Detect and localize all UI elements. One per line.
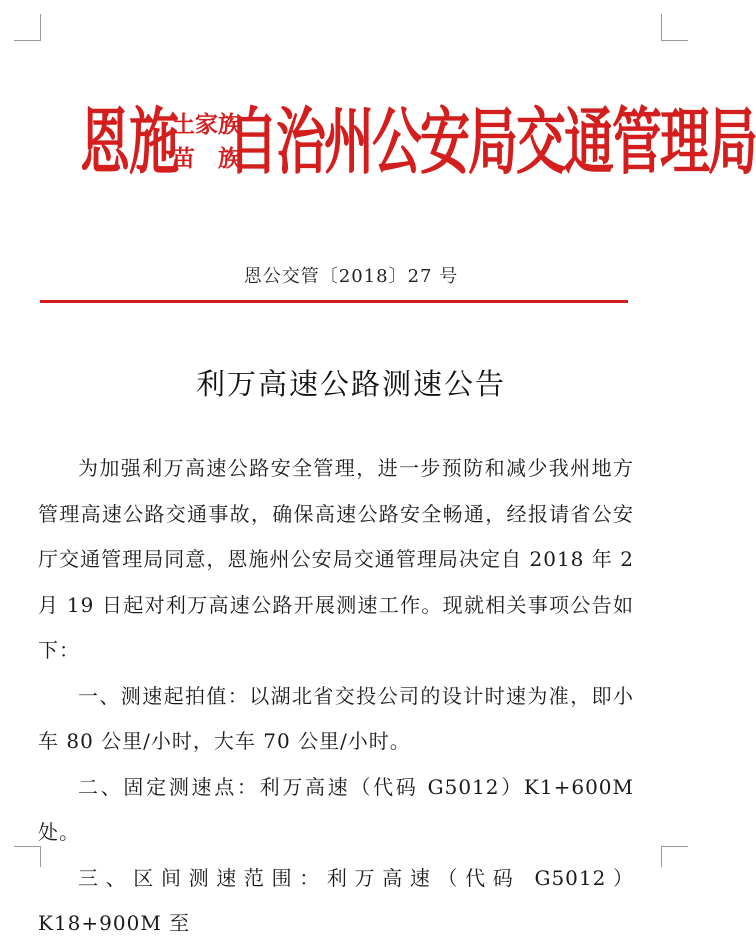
letterhead — [80, 98, 756, 188]
body-paragraph-1: 一、测速起拍值：以湖北省交投公司的设计时速为准，即小车 80 公里/小时，大车 70 公里/小时。 — [38, 683, 634, 753]
crop-mark-top-right — [661, 14, 688, 41]
red-divider-rule — [40, 300, 628, 303]
crop-mark-bottom-left — [14, 846, 41, 867]
body-paragraph-2: 二、固定测速点：利万高速（代码 G5012）K1+600M 处。 — [38, 774, 634, 844]
body-paragraph-3: 三、区间测速范围：利万高速（代码 G5012）K18+900M 至 — [38, 865, 634, 935]
letterhead-name-part1: 恩施 — [80, 98, 178, 185]
crop-mark-top-left — [14, 14, 41, 41]
crop-mark-bottom-right — [661, 846, 688, 867]
document-body — [38, 446, 634, 947]
document-title: 利万高速公路测速公告 — [195, 367, 506, 401]
letterhead-name-part2: 自治州公安局交通管理局 — [228, 98, 756, 185]
body-paragraph-intro: 为加强利万高速公路安全管理，进一步预防和减少我州地方管理高速公路交通事故，确保高速公路安全畅通，经报请省公安厅交通管理局同意，恩施州公安局交通管理局决定自 2018 年 2 月 19 日起对利万高速公路开展测速工作。现就相关事项公告如下： — [38, 456, 634, 662]
document-number: 恩公交管〔2018〕27 号 — [243, 266, 459, 287]
letterhead-ethnic-line2: 苗 族 — [172, 145, 241, 172]
letterhead-ethnic-line1: 土家族 — [172, 111, 241, 138]
